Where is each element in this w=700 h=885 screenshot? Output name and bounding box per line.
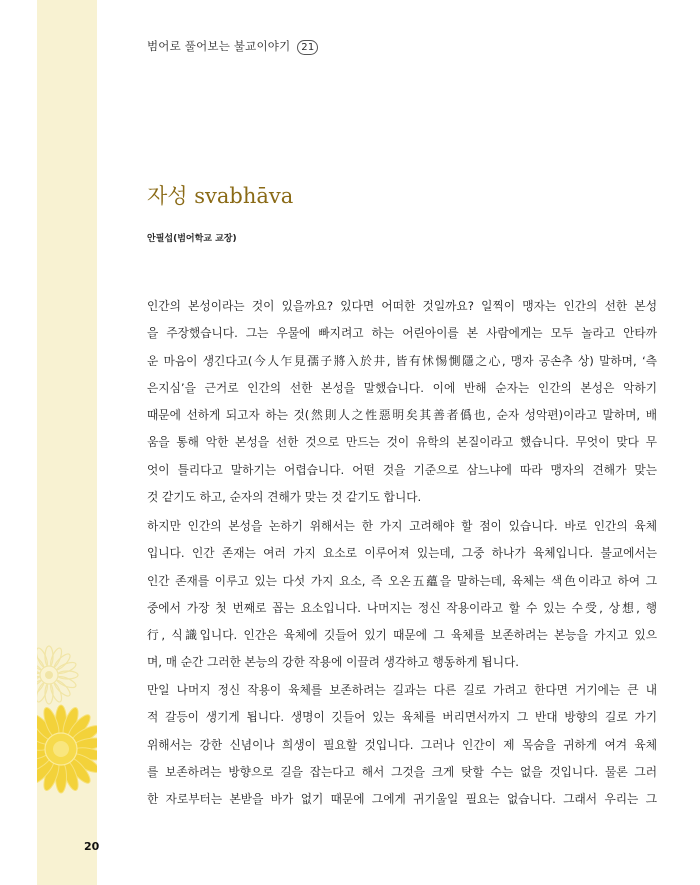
text-line: 하지만 인간의 본성을 논하기 위해서는 한 가지 고려해야 할 점이 있습니다. 바로 인간의 육체 [147, 519, 657, 533]
paragraph-1 [147, 293, 657, 511]
text-line: 입니다. 인간 존재는 여러 가지 요소로 이루어져 있는데, 그중 하나가 육체입니다. 불교에서는 [147, 546, 657, 561]
text-line: 인간 존재를 이루고 있는 다섯 가지 요소, 즉 오온五蘊을 말하는데, 육체는 색色이라고 하여 그 [147, 573, 657, 588]
text-line: 을 주장했습니다. 그는 우물에 빠지려고 하는 어린아이를 본 사람에게는 모두 놀라고 안타까 [147, 326, 657, 341]
text-line: 중에서 가장 첫 번째로 꼽는 요소입니다. 나머지는 정신 작용이라고 할 수 있는 수受, 상想, 행 [147, 600, 657, 615]
text-line: 때문에 선하게 되고자 하는 것(然則人之性惡明矣其善者僞也, 순자 성악편)이라고 말하며, 배 [147, 408, 657, 423]
text-line: 만일 나머지 정신 작용이 육체를 보존하려는 길과는 다른 길로 가려고 한다면 거기에는 큰 내 [147, 683, 657, 697]
paragraph-3 [147, 677, 657, 813]
article-author: 안필섭(범어학교 교장) [147, 234, 237, 244]
running-header-title: 범어로 풀어보는 불교이야기 [147, 39, 291, 53]
text-line: 行, 식識입니다. 인간은 육체에 깃들어 있기 때문에 그 육체를 보존하려는 본능을 가지고 있으 [147, 628, 657, 643]
text-line: 인간의 본성이라는 것이 있을까요? 있다면 어떠한 것일까요? 일찍이 맹자는 인간의 선한 본성 [147, 299, 657, 313]
running-header [147, 38, 318, 55]
side-decor-band [37, 0, 100, 885]
paragraph-2 [147, 513, 657, 677]
text-line: 를 보존하려는 방향으로 길을 잡는다고 해서 그것을 크게 탓할 수는 없을 것입니다. 물론 그러 [147, 764, 657, 779]
text-line: 운 마음이 생긴다고(今人乍見孺子將入於井, 皆有怵惕惻隱之心, 맹자 공손추 상) 말하며, ‘측 [147, 353, 657, 368]
page-number: 20 [84, 840, 100, 853]
text-line: 적 갈등이 생기게 됩니다. 생명이 깃들어 있는 육체를 버리면서까지 그 반대 방향의 길로 가기 [147, 710, 657, 725]
text-line: 한 자로부터는 본받을 바가 없기 때문에 그에게 귀기울일 필요는 없습니다. 그래서 우리는 그 [147, 792, 657, 807]
text-line: 며, 매 순간 그러한 본능의 강한 작용에 이끌려 생각하고 행동하게 됩니다. [147, 655, 519, 670]
lotus-flower-icon-small [37, 644, 80, 706]
article-title: 자성 svabhāva [147, 184, 294, 208]
text-line: 위해서는 강한 신념이나 희생이 필요할 것입니다. 그러나 인간이 제 목숨을 귀하게 여겨 육체 [147, 737, 657, 752]
text-line: 은지심’을 근거로 인간의 선한 본성을 말했습니다. 이에 반해 순자는 인간의 본성은 악하기 [147, 380, 657, 395]
lotus-flower-icon-large [37, 704, 97, 794]
text-line: 엇이 틀리다고 말하기는 어렵습니다. 어떤 것을 기준으로 삼느냐에 따라 맹자의 견해가 맞는 [147, 462, 657, 477]
issue-number-badge: 21 [297, 40, 318, 55]
text-line: 것 같기도 하고, 순자의 견해가 맞는 것 같기도 합니다. [147, 490, 422, 505]
text-line: 움을 통해 악한 본성을 선한 것으로 만드는 것이 유학의 본질이라고 했습니다. 무엇이 맞다 무 [147, 435, 657, 450]
